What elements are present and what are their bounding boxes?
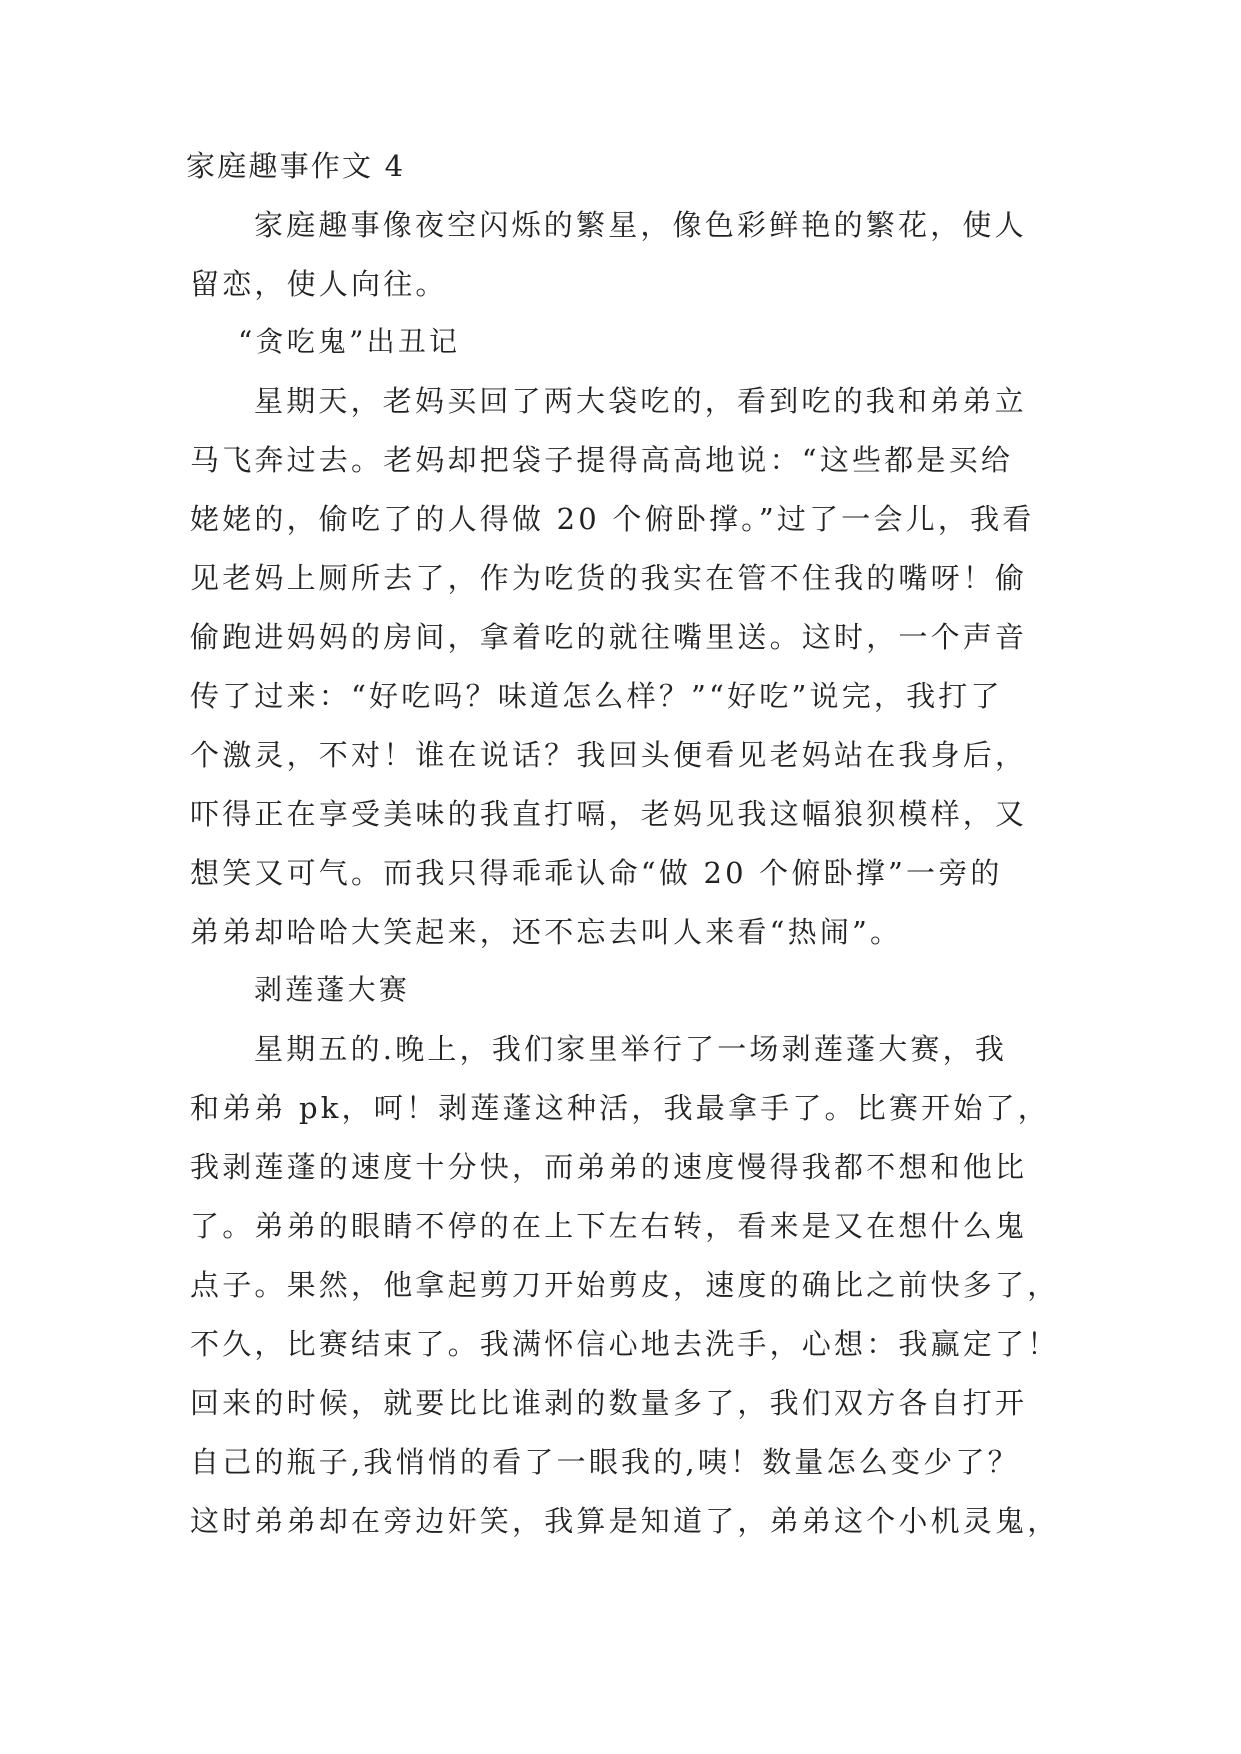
section2-line-5: 点子。果然，他拿起剪刀开始剪皮，速度的确比之前快多了， (190, 1268, 1060, 1302)
section1-line-4: 见老妈上厕所去了，作为吃货的我实在管不住我的嘴呀！偷 (190, 561, 1028, 595)
section2-line-9: 这时弟弟却在旁边奸笑，我算是知道了，弟弟这个小机灵鬼， (190, 1504, 1060, 1538)
section2-line-4: 了。弟弟的眼睛不停的在上下左右转，看来是又在想什么鬼 (190, 1209, 1028, 1243)
section-title-lianpeng: 剥莲蓬大赛 (254, 973, 411, 1006)
section2-line-1: 星期五的.晚上，我们家里举行了一场剥莲蓬大赛，我 (254, 1032, 1008, 1066)
intro-line-1: 家庭趣事像夜空闪烁的繁星，像色彩鲜艳的繁花，使人 (254, 208, 1027, 242)
section1-line-6: 传了过来：“好吃吗？味道怎么样？”“好吃”说完，我打了 (190, 679, 1003, 713)
section2-line-7: 回来的时候，就要比比谁剥的数量多了，我们双方各自打开 (190, 1386, 1028, 1420)
section1-line-8: 吓得正在享受美味的我直打嗝，老妈见我这幅狼狈模样，又 (190, 797, 1028, 831)
section1-line-2: 马飞奔过去。老妈却把袋子提得高高地说：“这些都是买给 (190, 443, 1014, 477)
section1-line-1: 星期天，老妈买回了两大袋吃的，看到吃的我和弟弟立 (254, 384, 1027, 418)
section-title-tanchigui: “贪吃鬼”出丑记 (238, 325, 461, 358)
section1-line-5: 偷跑进妈妈的房间，拿着吃的就往嘴里送。这时，一个声音 (190, 620, 1028, 654)
section1-line-10: 弟弟却哈哈大笑起来，还不忘去叫人来看“热闹”。 (190, 915, 903, 949)
section1-line-3: 姥姥的，偷吃了的人得做 20 个俯卧撑。”过了一会儿，我看 (190, 502, 1035, 536)
section2-line-2: 和弟弟 pk，呵！剥莲蓬这种活，我最拿手了。比赛开始了， (190, 1091, 1050, 1125)
section2-line-8: 自己的瓶子,我悄悄的看了一眼我的,咦！数量怎么变少了？ (190, 1445, 1020, 1479)
section1-line-7: 个激灵，不对！谁在说话？我回头便看见老妈站在我身后， (190, 738, 1028, 772)
section2-line-6: 不久，比赛结束了。我满怀信心地去洗手，心想：我赢定了！ (190, 1327, 1060, 1361)
section1-line-9: 想笑又可气。而我只得乖乖认命“做 20 个俯卧撑”一旁的 (190, 856, 1003, 890)
document-title: 家庭趣事作文 4 (186, 149, 406, 183)
intro-line-2: 留恋，使人向往。 (190, 267, 448, 301)
section2-line-3: 我剥莲蓬的速度十分快，而弟弟的速度慢得我都不想和他比 (190, 1150, 1028, 1184)
